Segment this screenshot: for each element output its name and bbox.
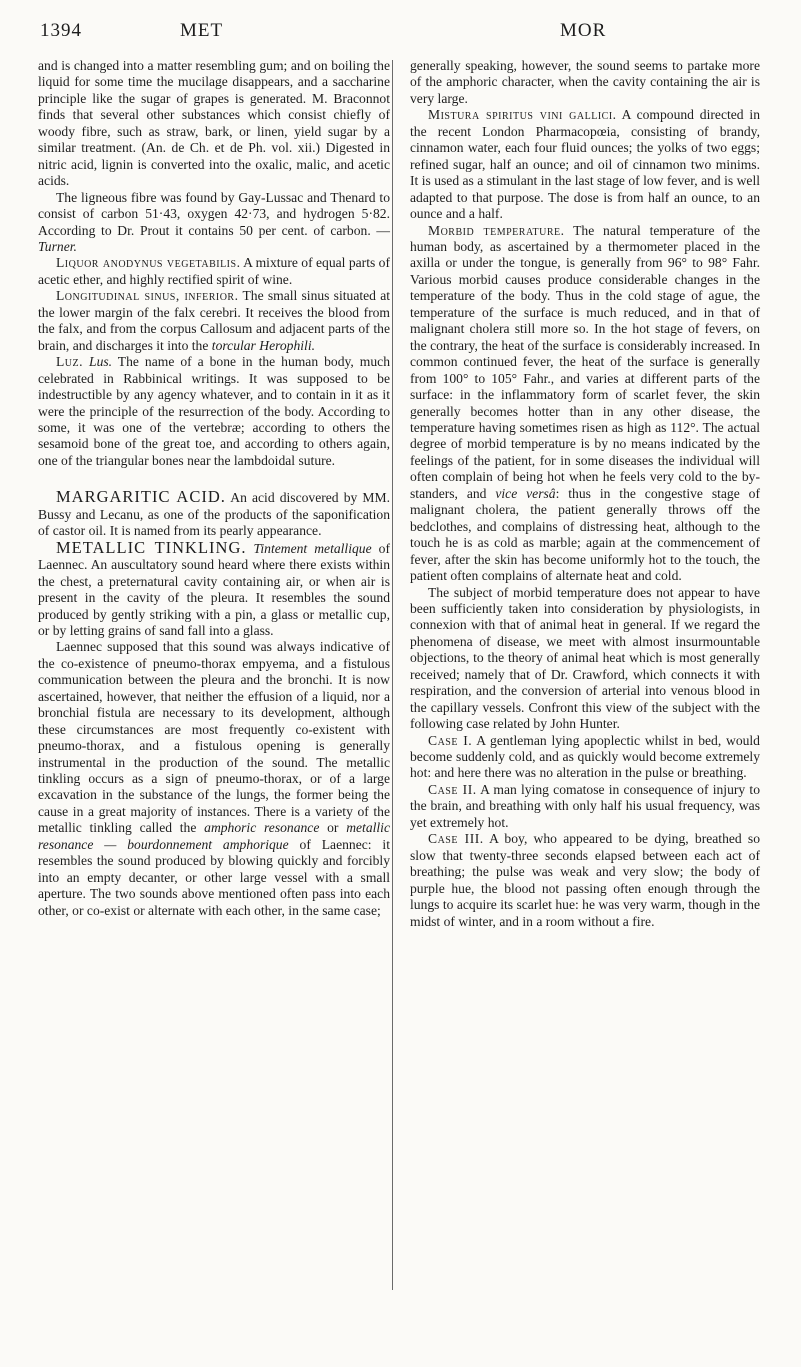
case-1: Case I. A gentleman lying apoplectic whilst in bed, would become suddenly cold, and as quickly would become extremely hot: and here there was no alteration in the pulse or breathing. — [410, 732, 760, 781]
entry-headword: Longitudinal sinus, inferior. — [56, 288, 239, 304]
paragraph: Laennec supposed that this sound was always indicative of the co-existence of pneumo-thorax empyema, and a fistulous communication between the pleura and the bronchi. It is now ascertained, however, that neither the effusion of a liquid, nor a bronchial fistula are necessary to its development, although these circumstances are most frequently co-existent with pneumo-thorax, and a fistulous opening is generally instrumental in the production of the sound. The metallic tinkling occurs as a sign of pneumo-thorax, or of a large excavation in the substance of the lungs, the former being the cause in a great majority of instances. There is a variety of the metallic tinkling called the amphoric resonance or metallic resonance — bourdonnement amphorique of Laennec: it resembles the sound produced by blowing quickly and forcibly into an empty decanter, or other large vessel with a small aperture. The two sounds above mentioned often pass into each other, or co-exist or alternate with each other, in the same case; — [38, 639, 390, 918]
entry-margaritic-acid: MARGARITIC ACID. An acid discovered by MM. Bussy and Lecanu, as one of the products of the saponification of castor oil. It is named from its pearly appearance. — [38, 487, 390, 539]
case-3: Case III. A boy, who appeared to be dying, breathed so slow that twenty-three seconds elapsed between each act of breathing; the pulse was weak and very slow; the body of purple hue, the blood not passing often enough through the lungs to acquire its scarlet hue: he was very warm, though in the midst of winter, and in a room without a fire. — [410, 831, 761, 929]
entry-headword: Mistura spiritus vini gallici. — [428, 107, 617, 123]
right-column — [410, 58, 760, 930]
entry-headword: MARGARITIC ACID. — [56, 487, 226, 507]
paragraph: generally speaking, however, the sound seems to partake more of the amphoric character, when the cavity containing the air is very large. — [410, 58, 760, 106]
entry-mistura: Mistura spiritus vini gallici. A compound directed in the recent London Pharmacopœia, consisting of brandy, cinnamon water, each four fluid ounces; the yolks of two eggs; refined sugar, half an ounce; and oil of cinnamon two minims. It is used as a stimulant in the last stage of low fever, and is well adapted to that purpose. The dose is from half an ounce, to an ounce and a half. — [410, 107, 761, 222]
case-heading: Case II. — [428, 781, 477, 797]
entry-headword: Luz. — [56, 354, 84, 370]
entry-headword: Liquor anodynus vegetabilis. — [56, 255, 241, 271]
paragraph: The ligneous fibre was found by Gay-Lussac and Thenard to consist of carbon 51·43, oxygen 42·73, and hydrogen 5·82. According to Dr. Prout it contains 50 per cent. of carbon. — Turner. — [38, 189, 390, 254]
entry-luz: Luz. Lus. The name of a bone in the human body, much celebrated in Rabbinical writings. It was supposed to be indestructible by any agency whatever, and to contain in it as it were the principle of the resurrection of the body. According to some, it was one of the vertebræ; according to others the sesamoid bone of the great toe, and according to others again, one of the triangular bones near the lambdoidal suture. — [38, 354, 390, 468]
page-number: 1394 — [40, 20, 82, 41]
entry-morbid-temperature: Morbid temperature. The natural temperature of the human body, as ascertained by a thermometer placed in the axilla or under the tongue, is generally from 96° to 98° Fahr. Various morbid causes produce considerable changes in the temperature of the body. Thus in the cold stage of ague, the temperature of the surface is much reduced, and in that of malignant cholera still more so. In the hot stage of fevers, on the contrary, the heat of the surface is considerably increased. In common continued fever, the heat of the surface is generally from 100° to 105° Fahr., and varies at different parts of the surface: in the inflammatory form of scarlet fever, the skin generally becomes hotter than in any other disease, the temperature having sometimes risen as high as 112°. The actual degree of morbid temperature is by no means indicated by the feelings of the patient, for in some diseases the individual will often complain of being hot when he feels very cold to the by-standers, and vice versâ: thus in the congestive stage of malignant cholera, the patient generally throws off the bedclothes, and complains of distressing heat, although to the touch he is as cold as marble; again at the commencement of fever, after the skin has become uniformly hot to the touch, the patient often complains of alternate heat and cold. — [410, 222, 760, 584]
entry-headword: Morbid temperature. — [428, 222, 565, 238]
running-head-right: MOR — [560, 20, 607, 41]
entry-longitudinal-sinus: Longitudinal sinus, inferior. The small sinus situated at the lower margin of the falx cerebri. It receives the blood from the falx, and from the corpus Callosum and adjacent parts of the brain, and discharges it into the torcular Herophili. — [38, 288, 391, 353]
left-column — [38, 58, 390, 919]
column-divider — [392, 60, 393, 1290]
case-heading: Case I. — [428, 732, 473, 748]
entry-headword: METALLIC TINKLING. — [56, 537, 247, 557]
case-2: Case II. A man lying comatose in consequence of injury to the brain, and breathing with only half his usual frequency, was yet extremely hot. — [410, 781, 760, 830]
page-header — [40, 20, 761, 48]
paragraph: and is changed into a matter resembling gum; and on boiling the liquid for some time the mucilage disappears, and a saccharine principle like the sugar of grapes is generated. M. Braconnot finds that several other substances which consist chiefly of woody fibre, such as straw, bark, or linen, yield sugar by a similar treatment. (An. de Ch. et de Ph. vol. xii.) Digested in nitric acid, lignin is converted into the oxalic, malic, and acetic acids. — [38, 58, 390, 189]
case-heading: Case III. — [428, 831, 484, 847]
running-head-left: MET — [180, 20, 224, 41]
entry-liquor: Liquor anodynus vegetabilis. A mixture of equal parts of acetic ether, and highly rectified spirit of wine. — [38, 255, 391, 287]
entry-metallic-tinkling: METALLIC TINKLING. Tintement metallique of Laennec. An auscultatory sound heard where there exists within the chest, a preternatural cavity containing air, or when air is present in the cavity of the pleura. It resembles the sound produced by gently striking with a pin, a glass or metallic cup, or by letting grains of sand fall into a glass. — [38, 537, 390, 638]
paragraph: The subject of morbid temperature does not appear to have been sufficiently taken into consideration by physiologists, in connexion with that of animal heat in general. If we regard the phenomena of disease, we meet with almost insurmountable objections, to the theory of animal heat which is most generally received; namely that of Dr. Crawford, which connects it with respiration, and the conversion of arterial into venous blood in the capillary vessels. Confront this view of the subject with the following case related by John Hunter. — [410, 584, 760, 732]
